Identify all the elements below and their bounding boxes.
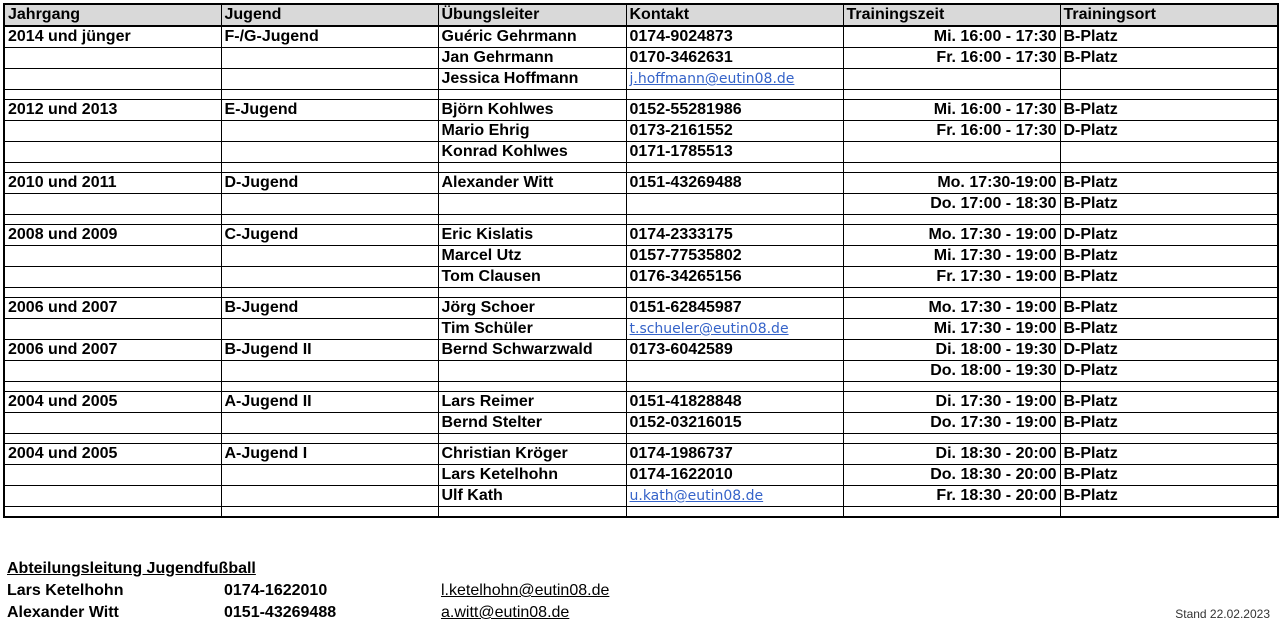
- cell-jahrgang: 2006 und 2007: [4, 298, 221, 319]
- spacer-cell: [626, 507, 843, 518]
- table-row: [4, 194, 1278, 215]
- cell-uebungsleiter: Lars Reimer: [438, 392, 626, 413]
- cell-kontakt: 0151-41828848: [626, 392, 843, 413]
- table-row: [4, 173, 1278, 194]
- cell-kontakt: 0176-34265156: [626, 267, 843, 288]
- spacer-cell: [438, 288, 626, 298]
- cell-kontakt: [626, 319, 843, 340]
- spacer-cell: [4, 90, 221, 100]
- cell-jahrgang: 2008 und 2009: [4, 225, 221, 246]
- header-trainingsort: Trainingsort: [1060, 4, 1278, 26]
- cell-jugend: [221, 142, 438, 163]
- spacer-cell: [843, 90, 1060, 100]
- cell-jugend: [221, 413, 438, 434]
- spacer-cell: [1060, 434, 1278, 444]
- cell-trainingsort: B-Platz: [1060, 413, 1278, 434]
- header-trainingszeit: Trainingszeit: [843, 4, 1060, 26]
- spacer-cell: [626, 90, 843, 100]
- cell-trainingszeit: Mi. 16:00 - 17:30: [843, 26, 1060, 48]
- cell-jahrgang: 2006 und 2007: [4, 340, 221, 361]
- cell-jugend: [221, 319, 438, 340]
- table-row: [4, 444, 1278, 465]
- cell-trainingszeit: Do. 18:00 - 19:30: [843, 361, 1060, 382]
- cell-uebungsleiter: Jan Gehrmann: [438, 48, 626, 69]
- spacer-row: [4, 434, 1278, 444]
- cell-kontakt: [626, 69, 843, 90]
- footer-contact-row: [7, 604, 1277, 626]
- cell-uebungsleiter: Alexander Witt: [438, 173, 626, 194]
- cell-jahrgang: [4, 319, 221, 340]
- cell-trainingszeit: Fr. 16:00 - 17:30: [843, 48, 1060, 69]
- cell-uebungsleiter: Tim Schüler: [438, 319, 626, 340]
- spacer-cell: [843, 382, 1060, 392]
- cell-trainingsort: D-Platz: [1060, 225, 1278, 246]
- spacer-cell: [626, 382, 843, 392]
- spacer-cell: [438, 382, 626, 392]
- cell-trainingsort: D-Platz: [1060, 340, 1278, 361]
- spacer-cell: [1060, 382, 1278, 392]
- spacer-row: [4, 215, 1278, 225]
- cell-jugend: D-Jugend: [221, 173, 438, 194]
- spacer-cell: [1060, 288, 1278, 298]
- table-row: [4, 413, 1278, 434]
- cell-jahrgang: 2014 und jünger: [4, 26, 221, 48]
- spacer-cell: [221, 288, 438, 298]
- cell-jugend: [221, 361, 438, 382]
- cell-jahrgang: 2010 und 2011: [4, 173, 221, 194]
- footer-contact-phone: 0151-43269488: [224, 604, 337, 621]
- table-row: [4, 319, 1278, 340]
- cell-trainingszeit: Mo. 17:30 - 19:00: [843, 298, 1060, 319]
- spacer-cell: [438, 507, 626, 518]
- cell-uebungsleiter: Bernd Stelter: [438, 413, 626, 434]
- cell-jahrgang: [4, 486, 221, 507]
- cell-jahrgang: [4, 267, 221, 288]
- spacer-cell: [4, 434, 221, 444]
- cell-trainingszeit: [843, 69, 1060, 90]
- cell-trainingsort: B-Platz: [1060, 48, 1278, 69]
- cell-jugend: [221, 465, 438, 486]
- cell-trainingszeit: Mi. 16:00 - 17:30: [843, 100, 1060, 121]
- cell-trainingsort: B-Platz: [1060, 267, 1278, 288]
- cell-uebungsleiter: Mario Ehrig: [438, 121, 626, 142]
- table-row: [4, 465, 1278, 486]
- cell-trainingsort: [1060, 69, 1278, 90]
- cell-jugend: A-Jugend II: [221, 392, 438, 413]
- table-row: [4, 361, 1278, 382]
- spacer-cell: [843, 163, 1060, 173]
- cell-kontakt: 0151-43269488: [626, 173, 843, 194]
- spacer-cell: [221, 434, 438, 444]
- cell-trainingsort: B-Platz: [1060, 486, 1278, 507]
- spacer-cell: [4, 507, 221, 518]
- cell-jahrgang: [4, 246, 221, 267]
- spacer-cell: [438, 434, 626, 444]
- spacer-cell: [4, 163, 221, 173]
- spacer-cell: [4, 382, 221, 392]
- spacer-cell: [221, 163, 438, 173]
- spacer-cell: [4, 215, 221, 225]
- cell-kontakt: 0173-6042589: [626, 340, 843, 361]
- cell-jugend: [221, 267, 438, 288]
- cell-jahrgang: [4, 361, 221, 382]
- header-jahrgang: Jahrgang: [4, 4, 221, 26]
- cell-trainingsort: B-Platz: [1060, 26, 1278, 48]
- table-header-row: [4, 4, 1278, 26]
- footer-title: Abteilungsleitung Jugendfußball: [7, 560, 256, 577]
- cell-kontakt: 0151-62845987: [626, 298, 843, 319]
- cell-uebungsleiter: Ulf Kath: [438, 486, 626, 507]
- cell-jugend: C-Jugend: [221, 225, 438, 246]
- cell-trainingsort: B-Platz: [1060, 100, 1278, 121]
- cell-jahrgang: [4, 465, 221, 486]
- cell-kontakt: 0170-3462631: [626, 48, 843, 69]
- cell-trainingszeit: Mi. 17:30 - 19:00: [843, 246, 1060, 267]
- cell-jugend: [221, 246, 438, 267]
- table-row: [4, 100, 1278, 121]
- table-row: [4, 69, 1278, 90]
- header-jugend: Jugend: [221, 4, 438, 26]
- spacer-row: [4, 507, 1278, 518]
- cell-kontakt: 0173-2161552: [626, 121, 843, 142]
- cell-jugend: E-Jugend: [221, 100, 438, 121]
- spacer-cell: [626, 215, 843, 225]
- cell-uebungsleiter: Bernd Schwarzwald: [438, 340, 626, 361]
- cell-trainingsort: [1060, 142, 1278, 163]
- spacer-cell: [1060, 163, 1278, 173]
- spacer-row: [4, 288, 1278, 298]
- cell-trainingszeit: Di. 17:30 - 19:00: [843, 392, 1060, 413]
- cell-jugend: F-/G-Jugend: [221, 26, 438, 48]
- cell-jahrgang: [4, 121, 221, 142]
- table-row: [4, 142, 1278, 163]
- cell-trainingszeit: [843, 142, 1060, 163]
- cell-uebungsleiter: Tom Clausen: [438, 267, 626, 288]
- cell-jahrgang: 2004 und 2005: [4, 444, 221, 465]
- cell-uebungsleiter: Guéric Gehrmann: [438, 26, 626, 48]
- cell-trainingszeit: Di. 18:30 - 20:00: [843, 444, 1060, 465]
- cell-uebungsleiter: Eric Kislatis: [438, 225, 626, 246]
- spacer-cell: [438, 90, 626, 100]
- spacer-cell: [1060, 507, 1278, 518]
- spacer-cell: [843, 434, 1060, 444]
- cell-trainingszeit: Mo. 17:30-19:00: [843, 173, 1060, 194]
- cell-trainingsort: D-Platz: [1060, 121, 1278, 142]
- footer-contact-name: Alexander Witt: [7, 604, 119, 621]
- table-row: [4, 392, 1278, 413]
- cell-uebungsleiter: Lars Ketelhohn: [438, 465, 626, 486]
- cell-uebungsleiter: Jörg Schoer: [438, 298, 626, 319]
- cell-trainingszeit: Mo. 17:30 - 19:00: [843, 225, 1060, 246]
- cell-jugend: [221, 48, 438, 69]
- stand-date: Stand 22.02.2023: [1175, 607, 1270, 621]
- header-kontakt: Kontakt: [626, 4, 843, 26]
- cell-kontakt: 0152-55281986: [626, 100, 843, 121]
- table-body: [4, 26, 1278, 517]
- cell-uebungsleiter: [438, 361, 626, 382]
- spacer-cell: [221, 90, 438, 100]
- cell-trainingszeit: Fr. 18:30 - 20:00: [843, 486, 1060, 507]
- spacer-cell: [843, 507, 1060, 518]
- footer-contact-email[interactable]: l.ketelhohn@eutin08.de: [441, 582, 610, 599]
- cell-trainingszeit: Do. 18:30 - 20:00: [843, 465, 1060, 486]
- cell-trainingsort: D-Platz: [1060, 361, 1278, 382]
- cell-kontakt: 0152-03216015: [626, 413, 843, 434]
- cell-trainingsort: B-Platz: [1060, 392, 1278, 413]
- spacer-cell: [4, 288, 221, 298]
- cell-trainingszeit: Do. 17:30 - 19:00: [843, 413, 1060, 434]
- cell-trainingsort: B-Platz: [1060, 444, 1278, 465]
- table-row: [4, 340, 1278, 361]
- cell-jahrgang: [4, 69, 221, 90]
- cell-kontakt: 0174-1622010: [626, 465, 843, 486]
- email-link[interactable]: t.schueler@eutin08.de: [629, 321, 789, 337]
- spacer-cell: [1060, 215, 1278, 225]
- spacer-cell: [626, 434, 843, 444]
- table-row: [4, 246, 1278, 267]
- footer-contact-phone: 0174-1622010: [224, 582, 328, 599]
- spacer-cell: [221, 507, 438, 518]
- spacer-cell: [221, 382, 438, 392]
- table-row: [4, 298, 1278, 319]
- table-row: [4, 225, 1278, 246]
- spacer-cell: [221, 215, 438, 225]
- cell-trainingszeit: Do. 17:00 - 18:30: [843, 194, 1060, 215]
- cell-jugend: B-Jugend: [221, 298, 438, 319]
- cell-jugend: B-Jugend II: [221, 340, 438, 361]
- cell-uebungsleiter: Marcel Utz: [438, 246, 626, 267]
- cell-kontakt: 0171-1785513: [626, 142, 843, 163]
- spacer-row: [4, 163, 1278, 173]
- cell-trainingsort: B-Platz: [1060, 319, 1278, 340]
- cell-jugend: [221, 194, 438, 215]
- footer-contact-name: Lars Ketelhohn: [7, 582, 124, 599]
- spacer-cell: [438, 163, 626, 173]
- spacer-cell: [626, 288, 843, 298]
- cell-trainingsort: B-Platz: [1060, 246, 1278, 267]
- header-uebungsleiter: Übungsleiter: [438, 4, 626, 26]
- table-row: [4, 486, 1278, 507]
- cell-uebungsleiter: [438, 194, 626, 215]
- cell-jahrgang: 2012 und 2013: [4, 100, 221, 121]
- cell-trainingszeit: Mi. 17:30 - 19:00: [843, 319, 1060, 340]
- table-row: [4, 121, 1278, 142]
- spacer-row: [4, 90, 1278, 100]
- spacer-cell: [438, 215, 626, 225]
- spacer-cell: [843, 288, 1060, 298]
- cell-trainingsort: B-Platz: [1060, 194, 1278, 215]
- spacer-cell: [1060, 90, 1278, 100]
- cell-kontakt: 0157-77535802: [626, 246, 843, 267]
- cell-jugend: A-Jugend I: [221, 444, 438, 465]
- cell-kontakt: [626, 194, 843, 215]
- cell-jahrgang: [4, 142, 221, 163]
- cell-kontakt: [626, 361, 843, 382]
- cell-trainingszeit: Fr. 16:00 - 17:30: [843, 121, 1060, 142]
- cell-jahrgang: [4, 413, 221, 434]
- cell-kontakt: 0174-9024873: [626, 26, 843, 48]
- table-row: [4, 26, 1278, 48]
- cell-kontakt: 0174-2333175: [626, 225, 843, 246]
- table-row: [4, 48, 1278, 69]
- table-row: [4, 267, 1278, 288]
- cell-kontakt: [626, 486, 843, 507]
- cell-jugend: [221, 121, 438, 142]
- email-link[interactable]: u.kath@eutin08.de: [629, 488, 764, 504]
- spacer-row: [4, 382, 1278, 392]
- cell-uebungsleiter: Björn Kohlwes: [438, 100, 626, 121]
- spacer-cell: [626, 163, 843, 173]
- cell-uebungsleiter: Christian Kröger: [438, 444, 626, 465]
- cell-uebungsleiter: Jessica Hoffmann: [438, 69, 626, 90]
- footer-contact-row: [7, 582, 1277, 604]
- cell-jugend: [221, 69, 438, 90]
- cell-trainingsort: B-Platz: [1060, 465, 1278, 486]
- cell-trainingsort: B-Platz: [1060, 298, 1278, 319]
- training-schedule-table: [3, 3, 1279, 518]
- cell-jahrgang: [4, 194, 221, 215]
- cell-jahrgang: [4, 48, 221, 69]
- cell-jugend: [221, 486, 438, 507]
- spacer-cell: [843, 215, 1060, 225]
- cell-trainingszeit: Di. 18:00 - 19:30: [843, 340, 1060, 361]
- cell-trainingszeit: Fr. 17:30 - 19:00: [843, 267, 1060, 288]
- cell-trainingsort: B-Platz: [1060, 173, 1278, 194]
- cell-kontakt: 0174-1986737: [626, 444, 843, 465]
- cell-uebungsleiter: Konrad Kohlwes: [438, 142, 626, 163]
- footer-contact-email[interactable]: a.witt@eutin08.de: [441, 604, 570, 621]
- email-link[interactable]: j.hoffmann@eutin08.de: [629, 71, 795, 87]
- cell-jahrgang: 2004 und 2005: [4, 392, 221, 413]
